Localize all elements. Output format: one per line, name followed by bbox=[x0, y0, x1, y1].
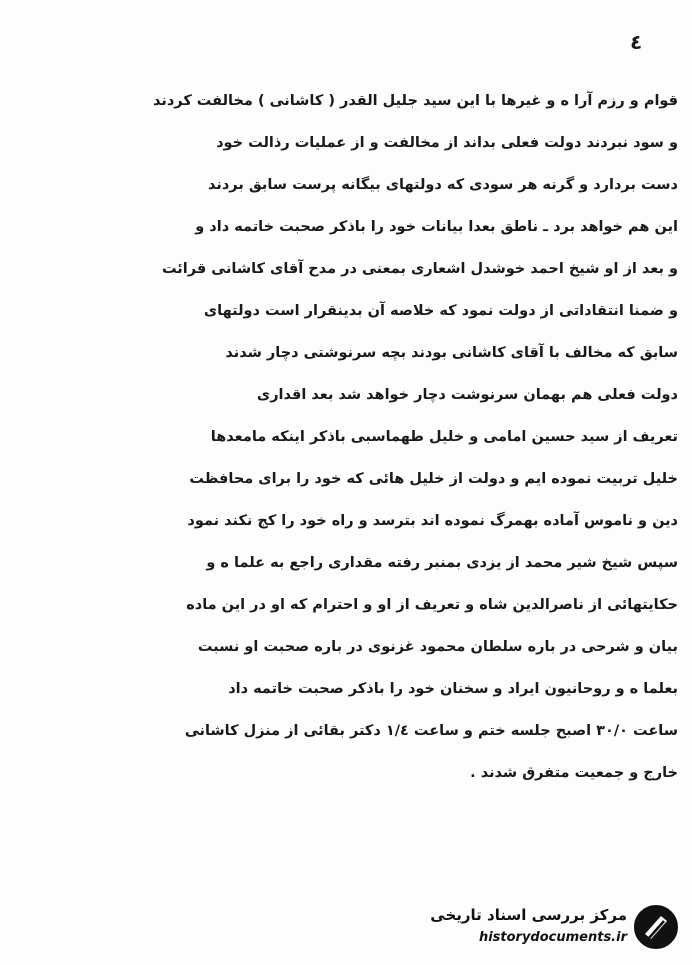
text-line: خارج و جمعیت متفرق شدند . bbox=[470, 765, 678, 781]
text-line: خلیل تربیت نموده ایم و دولت از خلیل هائی که خود را برای محافظت bbox=[189, 471, 678, 487]
text-line: ساعت ۳۰/۰ اصبح جلسه ختم و ساعت ۱/٤ دکتر بقائی از منزل کاشانی bbox=[184, 723, 678, 739]
text-line: دین و ناموس آماده بهمرگ نموده اند بترسد و راه خود را کج نکند نمود bbox=[187, 513, 678, 529]
watermark-url: historydocuments.ir bbox=[478, 930, 627, 945]
text-line: دولت فعلی هم بهمان سرنوشت دچار خواهد شد بعد اقداری bbox=[256, 387, 678, 403]
watermark bbox=[405, 900, 685, 956]
text-line: حکایتهائی از ناصرالدین شاه و تعریف از او و احترام که او در این ماده bbox=[186, 597, 678, 613]
text-line: سپس شیخ شیر محمد از یزدی بمنبر رفته مقداری راجع به علما ه و bbox=[206, 555, 678, 571]
archive-logo-icon bbox=[633, 904, 679, 950]
text-line: تعریف از سید حسین امامی و خلیل طهماسبی باذکر اینکه مامعدها bbox=[210, 429, 678, 445]
text-line: و ضمنا انتقاداتی از دولت نمود که خلاصه آن بدینقرار است دولتهای bbox=[203, 303, 678, 319]
text-line: بیان و شرحی در باره سلطان محمود غزنوی در باره صحبت او نسبت bbox=[197, 639, 678, 655]
text-line: دست بردارد و گرنه هر سودی که دولتهای بیگانه پرست سابق بردند bbox=[208, 177, 678, 193]
text-line: و بعد از او شیخ احمد خوشدل اشعاری بمعنی در مدح آقای کاشانی قرائت bbox=[161, 261, 678, 277]
text-line: قوام و رزم آرا ه و غیرها با این سید جلیل القدر ( کاشانی ) مخالفت کردند bbox=[153, 93, 678, 109]
text-line: بعلما ه و روحانیون ایراد و سخنان خود را باذکر صحبت خاتمه داد bbox=[228, 681, 678, 697]
document-body bbox=[14, 80, 678, 794]
page-number: ٤ bbox=[630, 30, 643, 54]
text-line: و سود نبردند دولت فعلی بداند از مخالفت و از عملیات رذالت خود bbox=[216, 135, 678, 151]
text-line: این هم خواهد برد ـ ناطق بعدا بیانات خود را باذکر صحبت خاتمه داد و bbox=[195, 219, 678, 235]
watermark-title: مرکز بررسی اسناد تاریخی bbox=[430, 906, 627, 924]
text-line: سابق که مخالف با آقای کاشانی بودند بچه سرنوشتی دچار شدند bbox=[225, 345, 678, 361]
